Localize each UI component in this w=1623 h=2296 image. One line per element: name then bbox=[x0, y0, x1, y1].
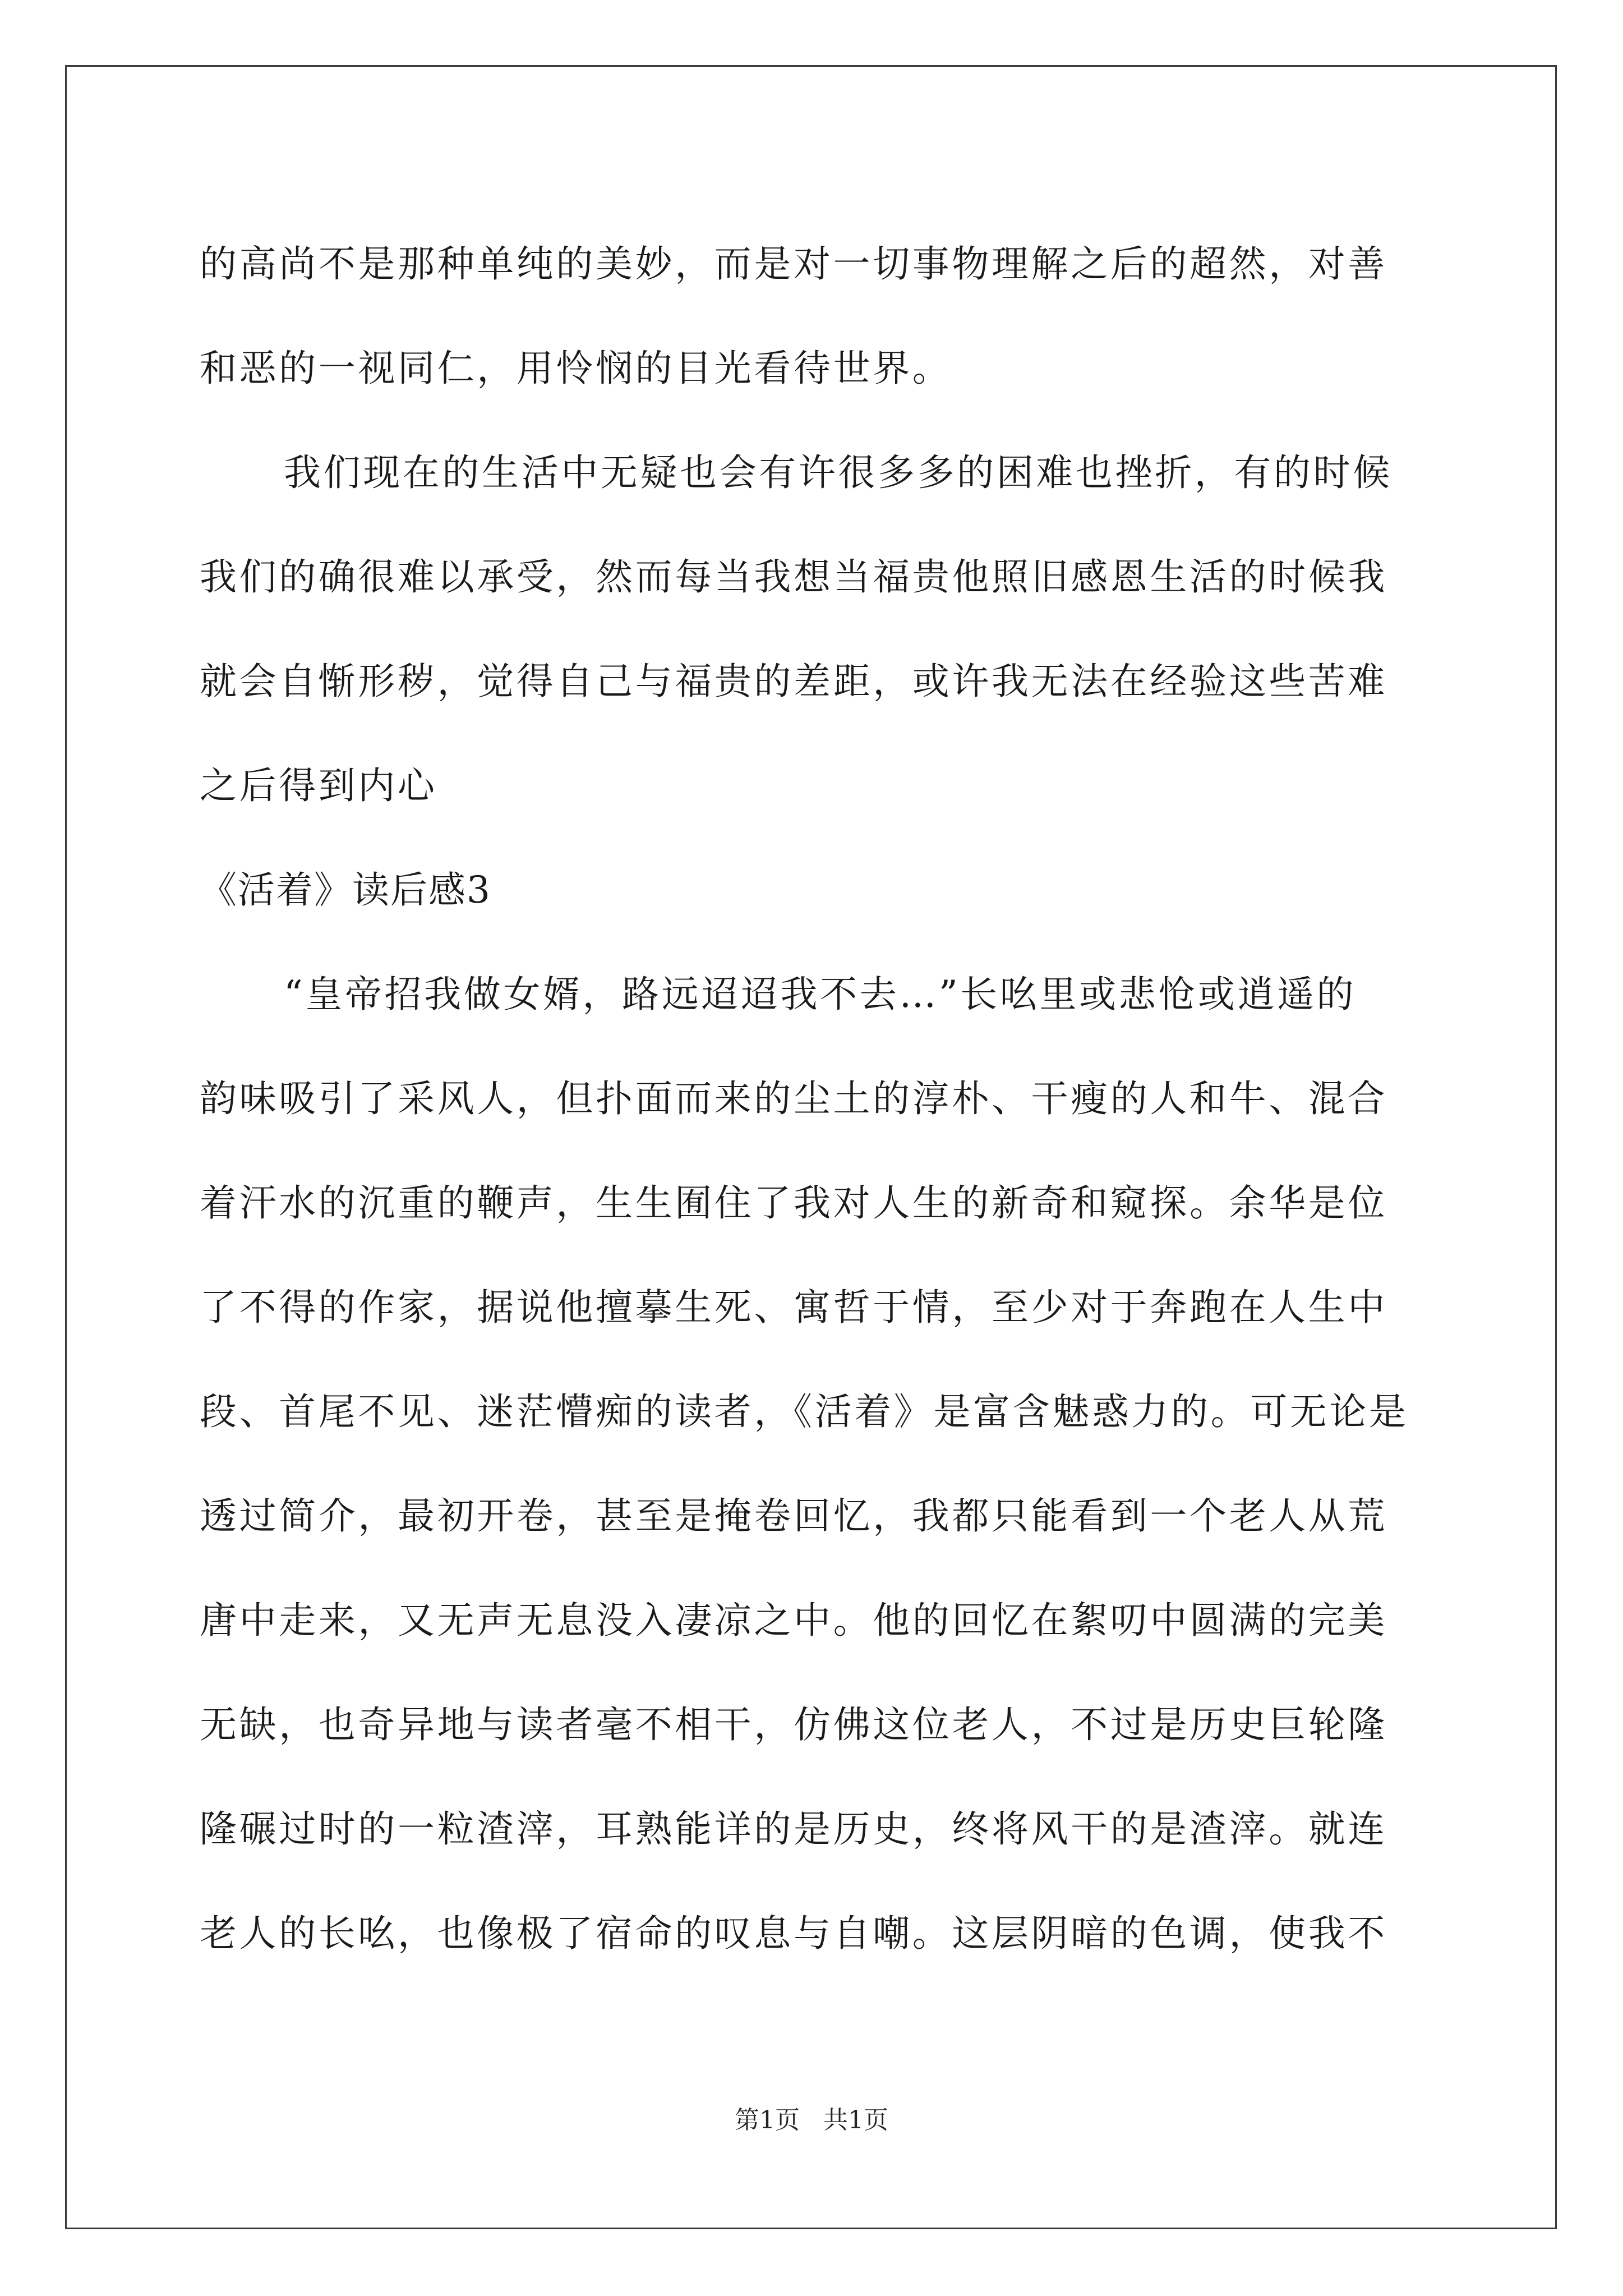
page-number-current: 第1页 bbox=[735, 2106, 800, 2134]
text-line: 就会自惭形秽，觉得自己与福贵的差距，或许我无法在经验这些苦难 bbox=[200, 660, 1387, 703]
text-line: 段、首尾不见、迷茫懵痴的读者，《活着》是富含魅惑力的。可无论是 bbox=[200, 1390, 1409, 1433]
text-line: 韵味吸引了采风人，但扑面而来的尘土的淳朴、干瘦的人和牛、混合 bbox=[200, 1077, 1387, 1120]
section-title: 《活着》读后感3 bbox=[200, 868, 491, 912]
text-line: 唐中走来，又无声无息没入凄凉之中。他的回忆在絮叨中圆满的完美 bbox=[200, 1599, 1387, 1642]
text-line: “皇帝招我做女婿，路远迢迢我不去…”长吆里或悲怆或逍遥的 bbox=[284, 973, 1357, 1016]
page-footer bbox=[0, 2104, 1623, 2137]
text-line: 我们现在的生活中无疑也会有许很多多的困难也挫折，有的时候 bbox=[284, 451, 1393, 494]
text-line: 了不得的作家，据说他擅摹生死、寓哲于情，至少对于奔跑在人生中 bbox=[200, 1286, 1387, 1329]
document-body bbox=[200, 212, 1433, 1986]
text-line: 老人的长吆，也像极了宿命的叹息与自嘲。这层阴暗的色调，使我不 bbox=[200, 1912, 1387, 1955]
text-line: 和恶的一视同仁，用怜悯的目光看待世界。 bbox=[200, 347, 952, 390]
text-line: 之后得到内心 bbox=[200, 764, 437, 807]
text-line: 透过简介，最初开卷，甚至是掩卷回忆，我都只能看到一个老人从荒 bbox=[200, 1494, 1387, 1538]
text-line: 的高尚不是那种单纯的美妙，而是对一切事物理解之后的超然，对善 bbox=[200, 242, 1387, 286]
text-line: 隆碾过时的一粒渣滓，耳熟能详的是历史，终将风干的是渣滓。就连 bbox=[200, 1807, 1387, 1851]
text-line: 着汗水的沉重的鞭声，生生囿住了我对人生的新奇和窥探。余华是位 bbox=[200, 1181, 1387, 1225]
text-line: 我们的确很难以承受，然而每当我想当福贵他照旧感恩生活的时候我 bbox=[200, 555, 1387, 599]
text-line: 无缺，也奇异地与读者毫不相干，仿佛这位老人，不过是历史巨轮隆 bbox=[200, 1703, 1387, 1746]
page-number-total: 共1页 bbox=[823, 2106, 888, 2134]
